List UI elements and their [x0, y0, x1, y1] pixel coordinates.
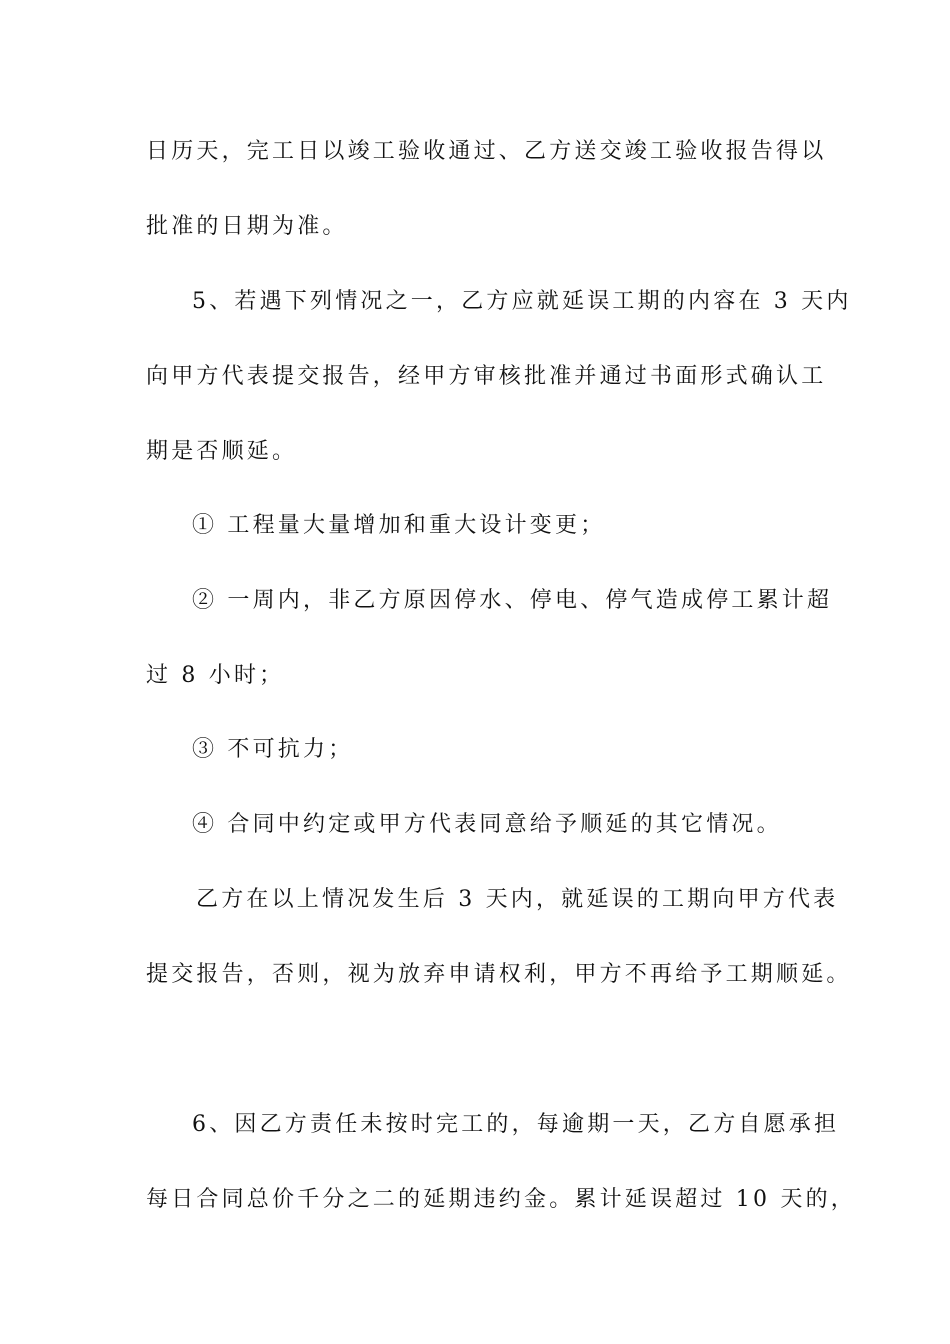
list-item-2: ② 一周内，非乙方原因停水、停电、停气造成停工累计超 — [192, 588, 833, 613]
paragraph-line: 乙方在以上情况发生后 3 天内，就延误的工期向甲方代表 — [196, 887, 839, 912]
paragraph-line: 批准的日期为准。 — [146, 214, 348, 239]
paragraph-line: 向甲方代表提交报告，经甲方审核批准并通过书面形式确认工 — [146, 364, 827, 389]
list-item-3: ③ 不可抗力； — [192, 737, 354, 762]
list-item-1: ① 工程量大量增加和重大设计变更； — [192, 513, 606, 538]
list-item-4: ④ 合同中约定或甲方代表同意给予顺延的其它情况。 — [192, 812, 782, 837]
paragraph-line: 提交报告，否则，视为放弃申请权利，甲方不再给予工期顺延。 — [146, 962, 852, 987]
paragraph-line: 每日合同总价千分之二的延期违约金。累计延误超过 10 天的， — [146, 1187, 856, 1212]
paragraph-line: 日历天，完工日以竣工验收通过、乙方送交竣工验收报告得以 — [146, 139, 827, 164]
clause-5-line: 5、若遇下列情况之一，乙方应就延误工期的内容在 3 天内 — [192, 289, 852, 314]
clause-6-line: 6、因乙方责任未按时完工的，每逾期一天，乙方自愿承担 — [192, 1112, 840, 1137]
paragraph-line: 期是否顺延。 — [146, 439, 298, 464]
paragraph-line: 过 8 小时； — [146, 663, 285, 688]
